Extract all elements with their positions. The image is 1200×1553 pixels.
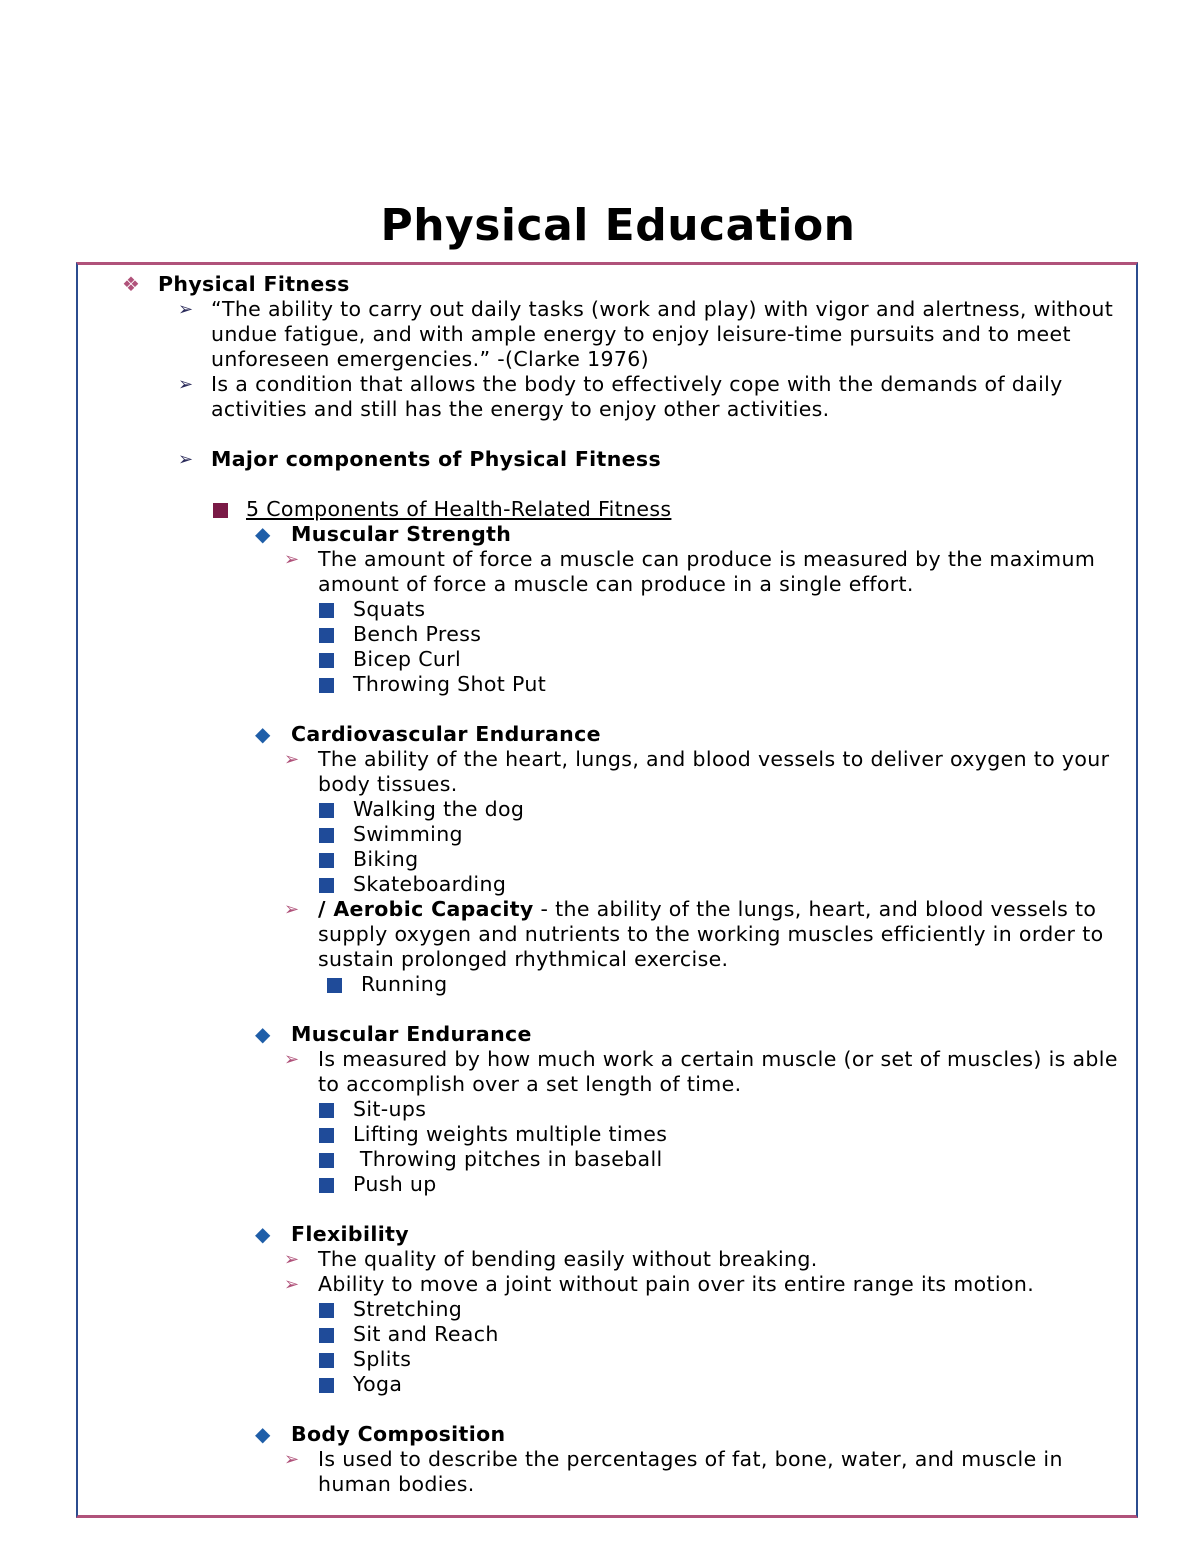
square-bullet-icon <box>319 828 334 843</box>
list-item: ➢ Is measured by how much work a certain muscle (or set of muscles) is able to accomplish over a set length of time. <box>284 1047 1118 1096</box>
square-bullet-icon <box>319 1353 334 1368</box>
list-item: Throwing Shot Put <box>0 672 1200 697</box>
arrow-bullet-icon: ➢ <box>284 1274 300 1295</box>
list-item: Throwing pitches in baseball <box>0 1147 1200 1172</box>
list-item: Lifting weights multiple times <box>0 1122 1200 1147</box>
list-item: Swimming <box>0 822 1200 847</box>
diamond-bullet-icon: ◆ <box>255 522 271 546</box>
list-item: ➢ Is a condition that allows the body to effectively cope with the demands of daily activities and still has the energy to enjoy other activities. <box>178 372 1063 421</box>
square-bullet-icon <box>319 1328 334 1343</box>
list-item: ➢ / Aerobic Capacity - the ability of the lungs, heart, and blood vessels to supply oxygen and nutrients to the working muscles efficiently in order to sustain prolonged rhythmical exercise. <box>284 897 1104 971</box>
square-bullet-icon <box>319 878 334 893</box>
square-bullet-icon <box>319 653 334 668</box>
list-item: Bench Press <box>0 622 1200 647</box>
document-content <box>0 272 1200 1497</box>
arrow-bullet-icon: ➢ <box>284 1249 300 1270</box>
square-bullet-icon <box>319 1378 334 1393</box>
arrow-bullet-icon: ➢ <box>284 749 300 770</box>
arrow-bullet-icon: ➢ <box>284 1049 300 1070</box>
body-composition-heading: ◆ Body Composition <box>255 1422 506 1446</box>
arrow-bullet-icon: ➢ <box>178 449 194 470</box>
arrow-bullet-icon: ➢ <box>284 549 300 570</box>
list-item: ➢ “The ability to carry out daily tasks (work and play) with vigor and alertness, without undue fatigue, and with ample energy to enjoy leisure-time pursuits and to meet unforeseen emergencies.” -(Clarke 1976) <box>178 297 1114 371</box>
square-bullet-icon <box>319 603 334 618</box>
arrow-bullet-icon: ➢ <box>284 899 300 920</box>
diamond-bullet-icon: ◆ <box>255 1022 271 1046</box>
list-item: Sit-ups <box>0 1097 1200 1122</box>
list-item: Walking the dog <box>0 797 1200 822</box>
list-item: Yoga <box>0 1372 1200 1397</box>
list-item: ➢ The amount of force a muscle can produce is measured by the maximum amount of force a muscle can produce in a single effort. <box>284 547 1096 596</box>
square-bullet-icon <box>319 1128 334 1143</box>
list-item: ➢ Ability to move a joint without pain over its entire range its motion. <box>284 1272 1035 1296</box>
fancy-diamond-bullet-icon: ❖ <box>122 272 141 296</box>
square-bullet-icon <box>319 853 334 868</box>
list-item: Squats <box>0 597 1200 622</box>
list-item: Biking <box>0 847 1200 872</box>
list-item: Running <box>0 972 1200 997</box>
list-item: Push up <box>0 1172 1200 1197</box>
arrow-bullet-icon: ➢ <box>178 299 194 320</box>
physical-fitness-heading: ❖ Physical Fitness <box>122 272 350 296</box>
square-bullet-icon <box>319 1303 334 1318</box>
list-item: ➢ The quality of bending easily without breaking. <box>284 1247 818 1271</box>
list-item: Skateboarding <box>0 872 1200 897</box>
square-bullet-icon <box>319 1153 334 1168</box>
list-item: Sit and Reach <box>0 1322 1200 1347</box>
square-bullet-icon <box>319 628 334 643</box>
cardiovascular-endurance-heading: ◆ Cardiovascular Endurance <box>255 722 601 746</box>
square-bullet-icon <box>319 803 334 818</box>
diamond-bullet-icon: ◆ <box>255 722 271 746</box>
square-bullet-icon <box>319 678 334 693</box>
list-item: Bicep Curl <box>0 647 1200 672</box>
diamond-bullet-icon: ◆ <box>255 1222 271 1246</box>
health-related-heading: 5 Components of Health-Related Fitness <box>0 497 1200 522</box>
square-bullet-icon <box>319 1103 334 1118</box>
flexibility-heading: ◆ Flexibility <box>255 1222 409 1246</box>
square-bullet-icon <box>213 503 228 518</box>
square-bullet-icon <box>319 1178 334 1193</box>
list-item: ➢ Is used to describe the percentages of fat, bone, water, and muscle in human bodies. <box>284 1447 1063 1496</box>
arrow-bullet-icon: ➢ <box>178 374 194 395</box>
aerobic-capacity-label: / Aerobic Capacity <box>318 897 534 921</box>
major-components-heading: ➢ Major components of Physical Fitness <box>178 447 662 471</box>
square-bullet-icon <box>327 978 342 993</box>
diamond-bullet-icon: ◆ <box>255 1422 271 1446</box>
list-item: ➢ The ability of the heart, lungs, and blood vessels to deliver oxygen to your body tissues. <box>284 747 1110 796</box>
page-title: Physical Education <box>380 200 856 251</box>
list-item: Stretching <box>0 1297 1200 1322</box>
arrow-bullet-icon: ➢ <box>284 1449 300 1470</box>
list-item: Splits <box>0 1347 1200 1372</box>
muscular-strength-heading: ◆ Muscular Strength <box>255 522 512 546</box>
muscular-endurance-heading: ◆ Muscular Endurance <box>255 1022 532 1046</box>
